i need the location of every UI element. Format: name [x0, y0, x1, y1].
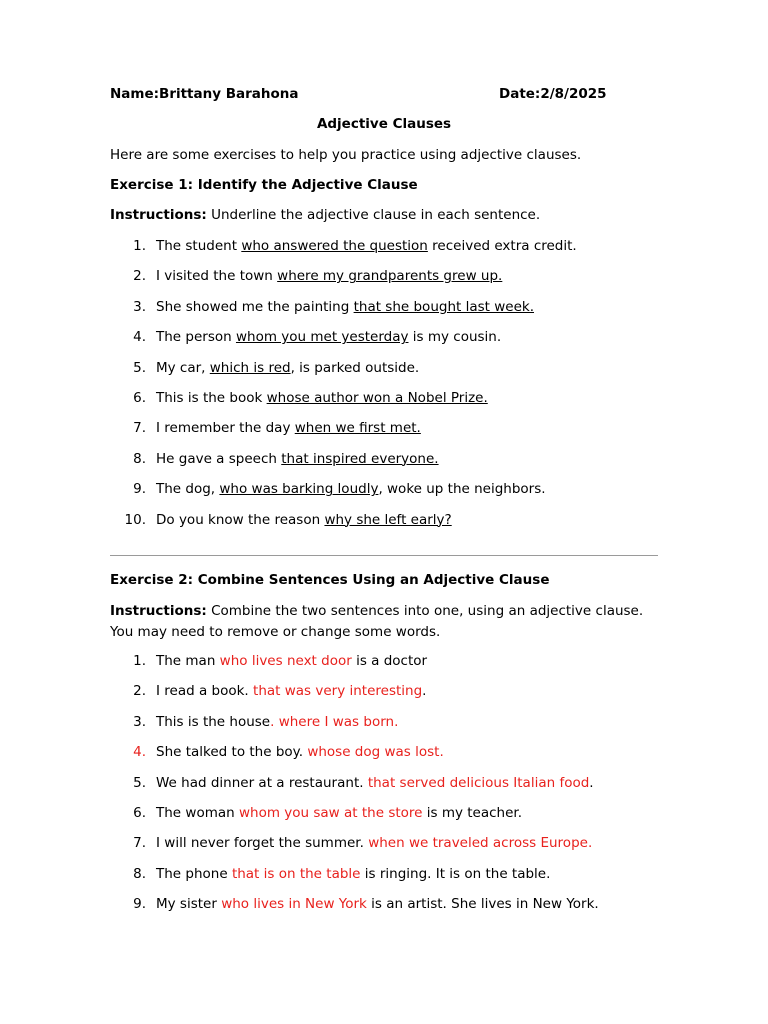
sentence-text: Do you know the reason	[156, 511, 325, 528]
list-item	[156, 360, 419, 376]
adjective-clause: when we traveled across Europe.	[368, 835, 593, 852]
item-number: 1.	[133, 238, 146, 254]
sentence-text: This is the book	[156, 390, 267, 406]
sentence-text: The student	[156, 238, 242, 254]
list-item	[156, 683, 426, 699]
instructions-text: Combine the two sentences into one, using an adjective clause. You may need to remove or change some words.	[110, 603, 644, 640]
sentence-text: is a doctor	[351, 653, 428, 669]
sentence-text: , woke up the neighbors.	[378, 481, 546, 498]
list-item	[156, 329, 501, 345]
item-number: 8.	[133, 450, 146, 467]
list-item	[156, 512, 452, 528]
instructions-text: Underline the adjective clause in each sentence.	[206, 207, 541, 223]
adjective-clause: whom you met yesterday	[235, 329, 409, 346]
exercise2-heading: Exercise 2: Combine Sentences Using an Adjective Clause	[110, 572, 550, 588]
item-number: 6.	[133, 805, 146, 821]
list-item	[156, 481, 546, 497]
sentence-text: , is parked outside.	[290, 359, 420, 376]
list-item	[156, 268, 502, 284]
item-number: 8.	[133, 865, 146, 882]
list-item	[156, 775, 594, 791]
adjective-clause: . where I was born.	[270, 713, 399, 730]
list-item	[156, 238, 577, 254]
sentence-text: This is the house	[156, 713, 271, 730]
list-item	[156, 744, 444, 760]
list-item	[156, 896, 599, 912]
adjective-clause: that inspired everyone.	[281, 450, 439, 467]
sentence-text: The man	[156, 653, 220, 669]
exercise1-instructions	[110, 207, 540, 223]
item-number: 9.	[133, 896, 146, 913]
sentence-text: My sister	[156, 896, 222, 913]
sentence-text: I will never forget the summer.	[156, 835, 369, 852]
sentence-text: The person	[156, 329, 236, 346]
adjective-clause: that she bought last week.	[353, 298, 534, 315]
adjective-clause: whose dog was lost.	[307, 744, 444, 761]
list-item	[156, 653, 427, 669]
student-name: Name:Brittany Barahona	[110, 86, 299, 102]
item-number: 4.	[133, 329, 146, 346]
sentence-text: We had dinner at a restaurant.	[156, 774, 368, 791]
exercise2-instructions	[110, 601, 670, 643]
list-item	[156, 805, 522, 821]
document-title: Adjective Clauses	[316, 116, 452, 132]
sentence-text: .	[422, 683, 427, 700]
list-item	[156, 299, 534, 315]
item-number: 3.	[133, 298, 146, 315]
adjective-clause: who answered the question	[241, 238, 428, 254]
item-number: 6.	[133, 390, 146, 406]
item-number: 10.	[124, 511, 146, 528]
sentence-text: She talked to the boy.	[156, 744, 308, 761]
item-number: 4.	[133, 744, 146, 761]
adjective-clause: which is red	[209, 359, 291, 376]
sentence-text: My car,	[156, 359, 210, 376]
assignment-date: Date:2/8/2025	[499, 86, 607, 102]
item-number: 9.	[133, 481, 146, 498]
sentence-text: received extra credit.	[427, 238, 577, 254]
adjective-clause: that is on the table	[231, 865, 361, 882]
item-number: 2.	[133, 268, 146, 285]
sentence-text: He gave a speech	[156, 450, 282, 467]
intro-text: Here are some exercises to help you practice using adjective clauses.	[110, 147, 582, 163]
exercise1-heading: Exercise 1: Identify the Adjective Clause	[110, 177, 418, 193]
sentence-text: is my cousin.	[408, 329, 502, 346]
sentence-text: The woman	[156, 805, 239, 821]
adjective-clause: whose author won a Nobel Prize.	[266, 390, 488, 406]
adjective-clause: who lives in New York	[221, 896, 367, 913]
list-item	[156, 420, 421, 436]
sentence-text: I read a book.	[156, 683, 254, 700]
item-number: 5.	[133, 774, 146, 791]
adjective-clause: that was very interesting	[253, 683, 423, 700]
adjective-clause: that served delicious Italian food	[367, 774, 590, 791]
adjective-clause: when we first met.	[294, 420, 421, 437]
sentence-text: is an artist. She lives in New York.	[366, 896, 599, 913]
item-number: 3.	[133, 713, 146, 730]
adjective-clause: who was barking loudly	[219, 481, 379, 498]
instructions-label: Instructions:	[110, 603, 207, 619]
sentence-text: The phone	[156, 865, 232, 882]
sentence-text: I visited the town	[156, 268, 278, 285]
sentence-text: is my teacher.	[422, 805, 523, 821]
item-number: 1.	[133, 653, 146, 669]
list-item	[156, 714, 398, 730]
item-number: 7.	[133, 835, 146, 852]
list-item	[156, 835, 592, 851]
list-item	[156, 451, 439, 467]
adjective-clause: why she left early?	[324, 511, 452, 528]
sentence-text: is ringing. It is on the table.	[360, 865, 551, 882]
adjective-clause: whom you saw at the store	[238, 805, 423, 821]
sentence-text: She showed me the painting	[156, 298, 354, 315]
item-number: 7.	[133, 420, 146, 437]
sentence-text: The dog,	[156, 481, 220, 498]
list-item	[156, 390, 488, 406]
list-item	[156, 866, 550, 882]
item-number: 5.	[133, 359, 146, 376]
item-number: 2.	[133, 683, 146, 700]
sentence-text: I remember the day	[156, 420, 295, 437]
adjective-clause: who lives next door	[219, 653, 352, 669]
sentence-text: .	[589, 774, 594, 791]
section-divider	[110, 555, 658, 556]
adjective-clause: where my grandparents grew up.	[277, 268, 503, 285]
instructions-label: Instructions:	[110, 207, 207, 223]
